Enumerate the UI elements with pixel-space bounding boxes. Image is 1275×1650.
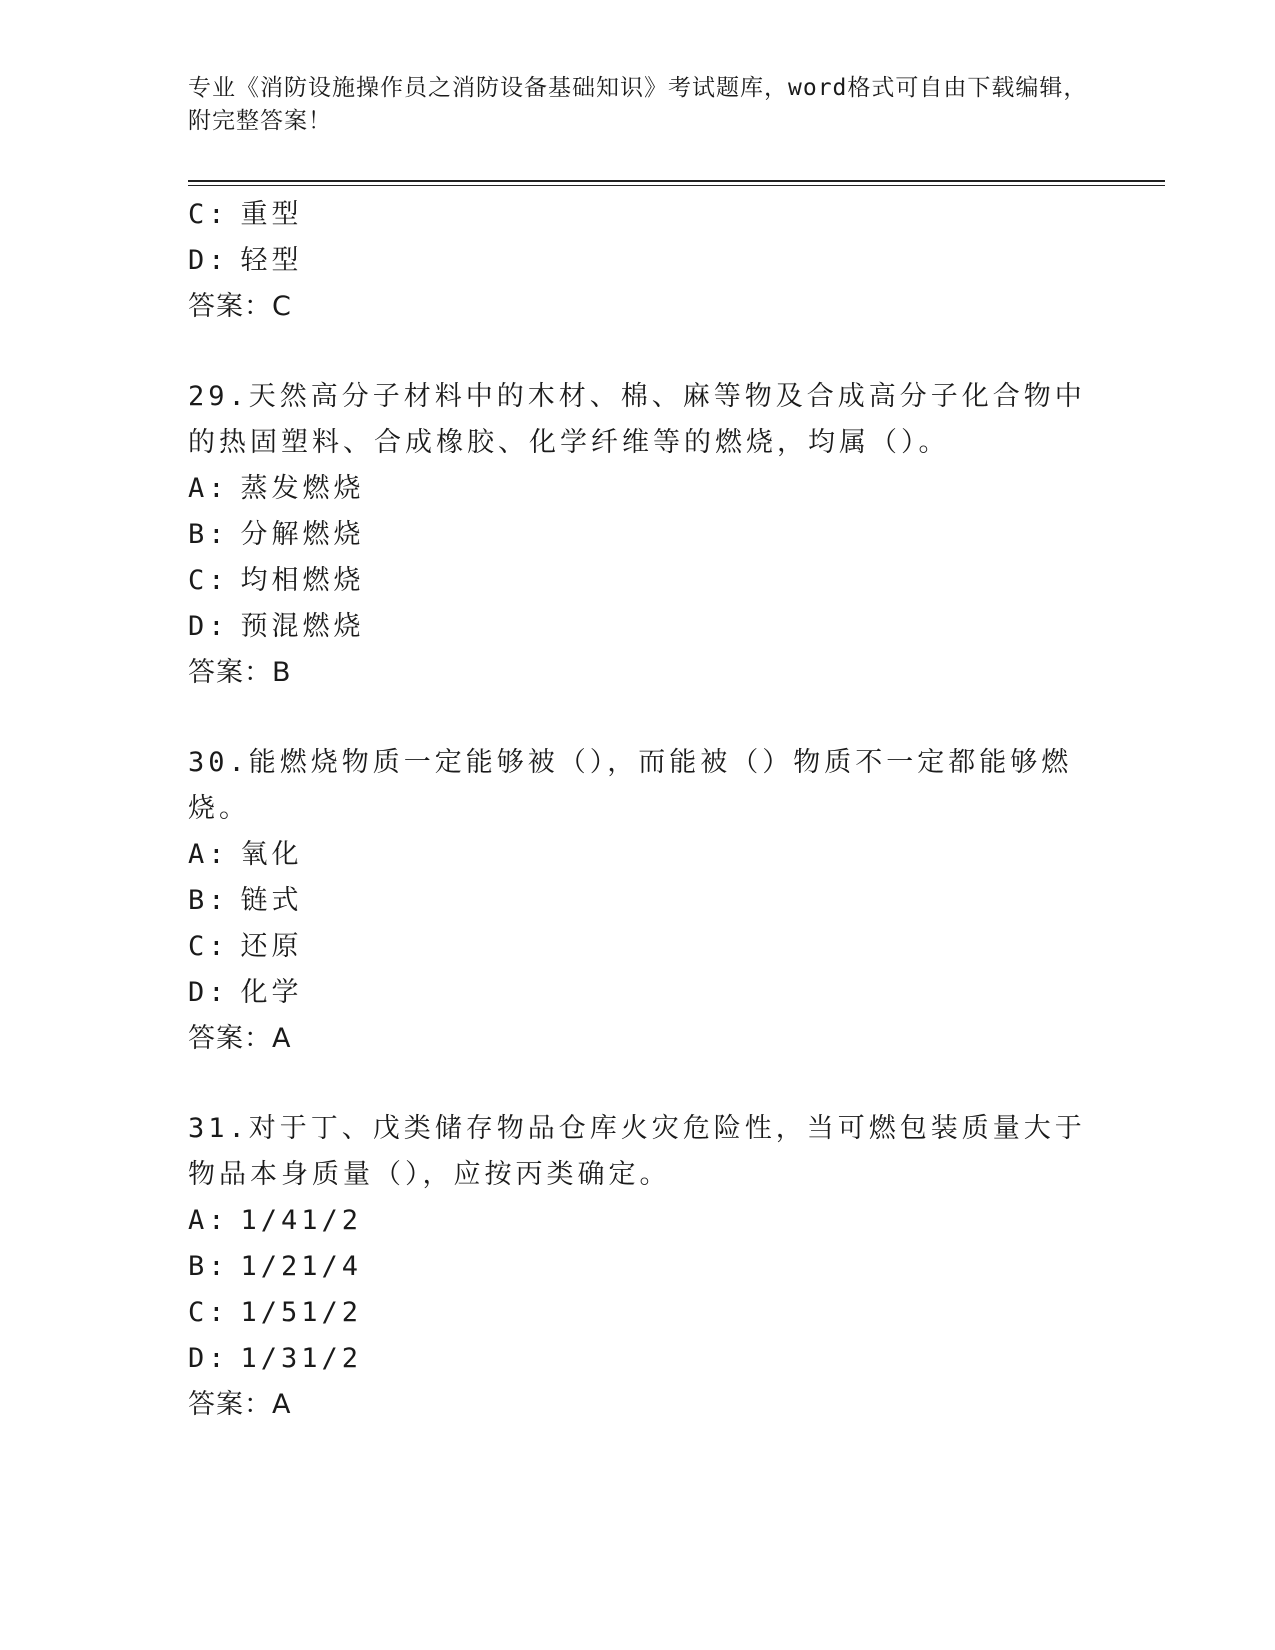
option-label: C:	[188, 931, 229, 962]
option-line	[188, 970, 1088, 1016]
option-text: 化学	[240, 977, 303, 1008]
question-text: 31.对于丁、戊类储存物品仓库火灾危险性，当可燃包装质量大于物品本身质量（），应按丙类确定。	[188, 1113, 1086, 1190]
option-line	[188, 192, 1088, 238]
option-line	[188, 924, 1088, 970]
option-line	[188, 878, 1088, 924]
option-label: D:	[188, 245, 229, 276]
option-line	[188, 604, 1088, 650]
option-line	[188, 558, 1088, 604]
option-text: 氧化	[240, 839, 303, 870]
option-line	[188, 238, 1088, 284]
question-text: 29.天然高分子材料中的木材、棉、麻等物及合成高分子化合物中的热固塑料、合成橡胶、化学纤维等的燃烧，均属（）。	[188, 381, 1086, 458]
option-label: B:	[188, 885, 229, 916]
option-text: 1/51/2	[240, 1297, 363, 1328]
option-label: D:	[188, 611, 229, 642]
option-label: C:	[188, 199, 229, 230]
page-header: 专业《消防设施操作员之消防设备基础知识》考试题库，word格式可自由下载编辑，附完整答案！	[188, 75, 1088, 134]
answer-line: 答案：B	[188, 657, 292, 688]
option-label: C:	[188, 1297, 229, 1328]
option-line	[188, 1336, 1088, 1382]
header-divider-thin	[188, 185, 1165, 186]
answer-line: 答案：C	[188, 291, 292, 322]
option-line	[188, 466, 1088, 512]
answer-line: 答案：A	[188, 1389, 292, 1420]
option-line	[188, 512, 1088, 558]
option-text: 蒸发燃烧	[240, 473, 365, 504]
option-label: A:	[188, 839, 229, 870]
previous-question-tail	[188, 192, 1088, 330]
option-text: 轻型	[240, 245, 303, 276]
option-line	[188, 1198, 1088, 1244]
option-text: 1/31/2	[240, 1343, 363, 1374]
option-label: A:	[188, 473, 229, 504]
option-text: 分解燃烧	[240, 519, 365, 550]
option-text: 还原	[240, 931, 303, 962]
option-label: D:	[188, 977, 229, 1008]
question-31	[188, 1106, 1088, 1428]
option-text: 1/41/2	[240, 1205, 363, 1236]
option-text: 链式	[240, 885, 303, 916]
option-text: 重型	[240, 199, 303, 230]
option-line	[188, 832, 1088, 878]
option-text: 预混燃烧	[240, 611, 365, 642]
option-line	[188, 1290, 1088, 1336]
question-text: 30.能燃烧物质一定能够被（），而能被（）物质不一定都能够燃烧。	[188, 747, 1073, 824]
option-line	[188, 1244, 1088, 1290]
option-label: A:	[188, 1205, 229, 1236]
option-label: C:	[188, 565, 229, 596]
header-divider	[188, 180, 1165, 182]
option-text: 均相燃烧	[240, 565, 365, 596]
option-label: B:	[188, 1251, 229, 1282]
question-30	[188, 740, 1088, 1062]
document-body	[188, 192, 1088, 1428]
option-text: 1/21/4	[240, 1251, 363, 1282]
option-label: B:	[188, 519, 229, 550]
answer-line: 答案：A	[188, 1023, 292, 1054]
question-29	[188, 374, 1088, 696]
option-label: D:	[188, 1343, 229, 1374]
